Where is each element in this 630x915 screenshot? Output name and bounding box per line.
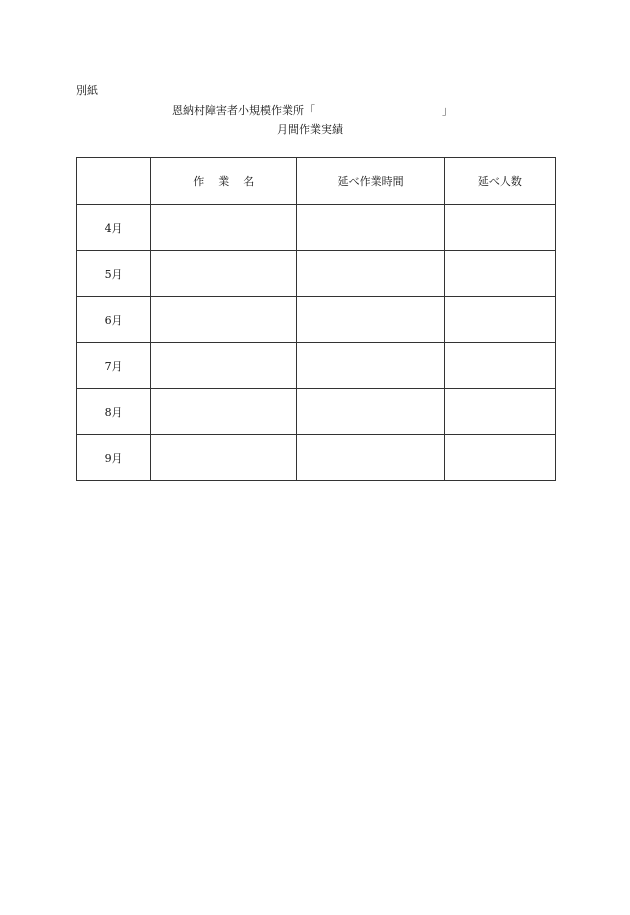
month-cell: 9月	[77, 435, 151, 481]
task-cell[interactable]	[151, 251, 297, 297]
month-cell: 5月	[77, 251, 151, 297]
table-row	[77, 389, 556, 435]
task-cell[interactable]	[151, 389, 297, 435]
monthly-work-table	[76, 157, 556, 481]
title-suffix: 」	[442, 104, 453, 117]
task-cell[interactable]	[151, 343, 297, 389]
table-row	[77, 251, 556, 297]
hours-cell[interactable]	[297, 205, 444, 251]
task-cell[interactable]	[151, 297, 297, 343]
title-prefix: 恩納村障害者小規模作業所「	[172, 104, 315, 117]
people-cell[interactable]	[444, 297, 555, 343]
document-subtitle: 月間作業実績	[277, 123, 343, 136]
header-month	[77, 158, 151, 205]
people-cell[interactable]	[444, 389, 555, 435]
task-cell[interactable]	[151, 435, 297, 481]
table-header-row	[77, 158, 556, 205]
hours-cell[interactable]	[297, 343, 444, 389]
table-row	[77, 205, 556, 251]
people-cell[interactable]	[444, 251, 555, 297]
document-title	[172, 104, 462, 118]
attachment-label: 別紙	[76, 84, 98, 97]
month-cell: 8月	[77, 389, 151, 435]
hours-cell[interactable]	[297, 389, 444, 435]
table-row	[77, 297, 556, 343]
month-cell: 7月	[77, 343, 151, 389]
people-cell[interactable]	[444, 343, 555, 389]
people-cell[interactable]	[444, 435, 555, 481]
header-task-name: 作業名	[151, 158, 297, 205]
table-row	[77, 435, 556, 481]
table-row	[77, 343, 556, 389]
hours-cell[interactable]	[297, 251, 444, 297]
task-cell[interactable]	[151, 205, 297, 251]
header-total-people: 延べ人数	[444, 158, 555, 205]
month-cell: 4月	[77, 205, 151, 251]
hours-cell[interactable]	[297, 297, 444, 343]
header-total-hours: 延べ作業時間	[297, 158, 444, 205]
hours-cell[interactable]	[297, 435, 444, 481]
month-cell: 6月	[77, 297, 151, 343]
people-cell[interactable]	[444, 205, 555, 251]
